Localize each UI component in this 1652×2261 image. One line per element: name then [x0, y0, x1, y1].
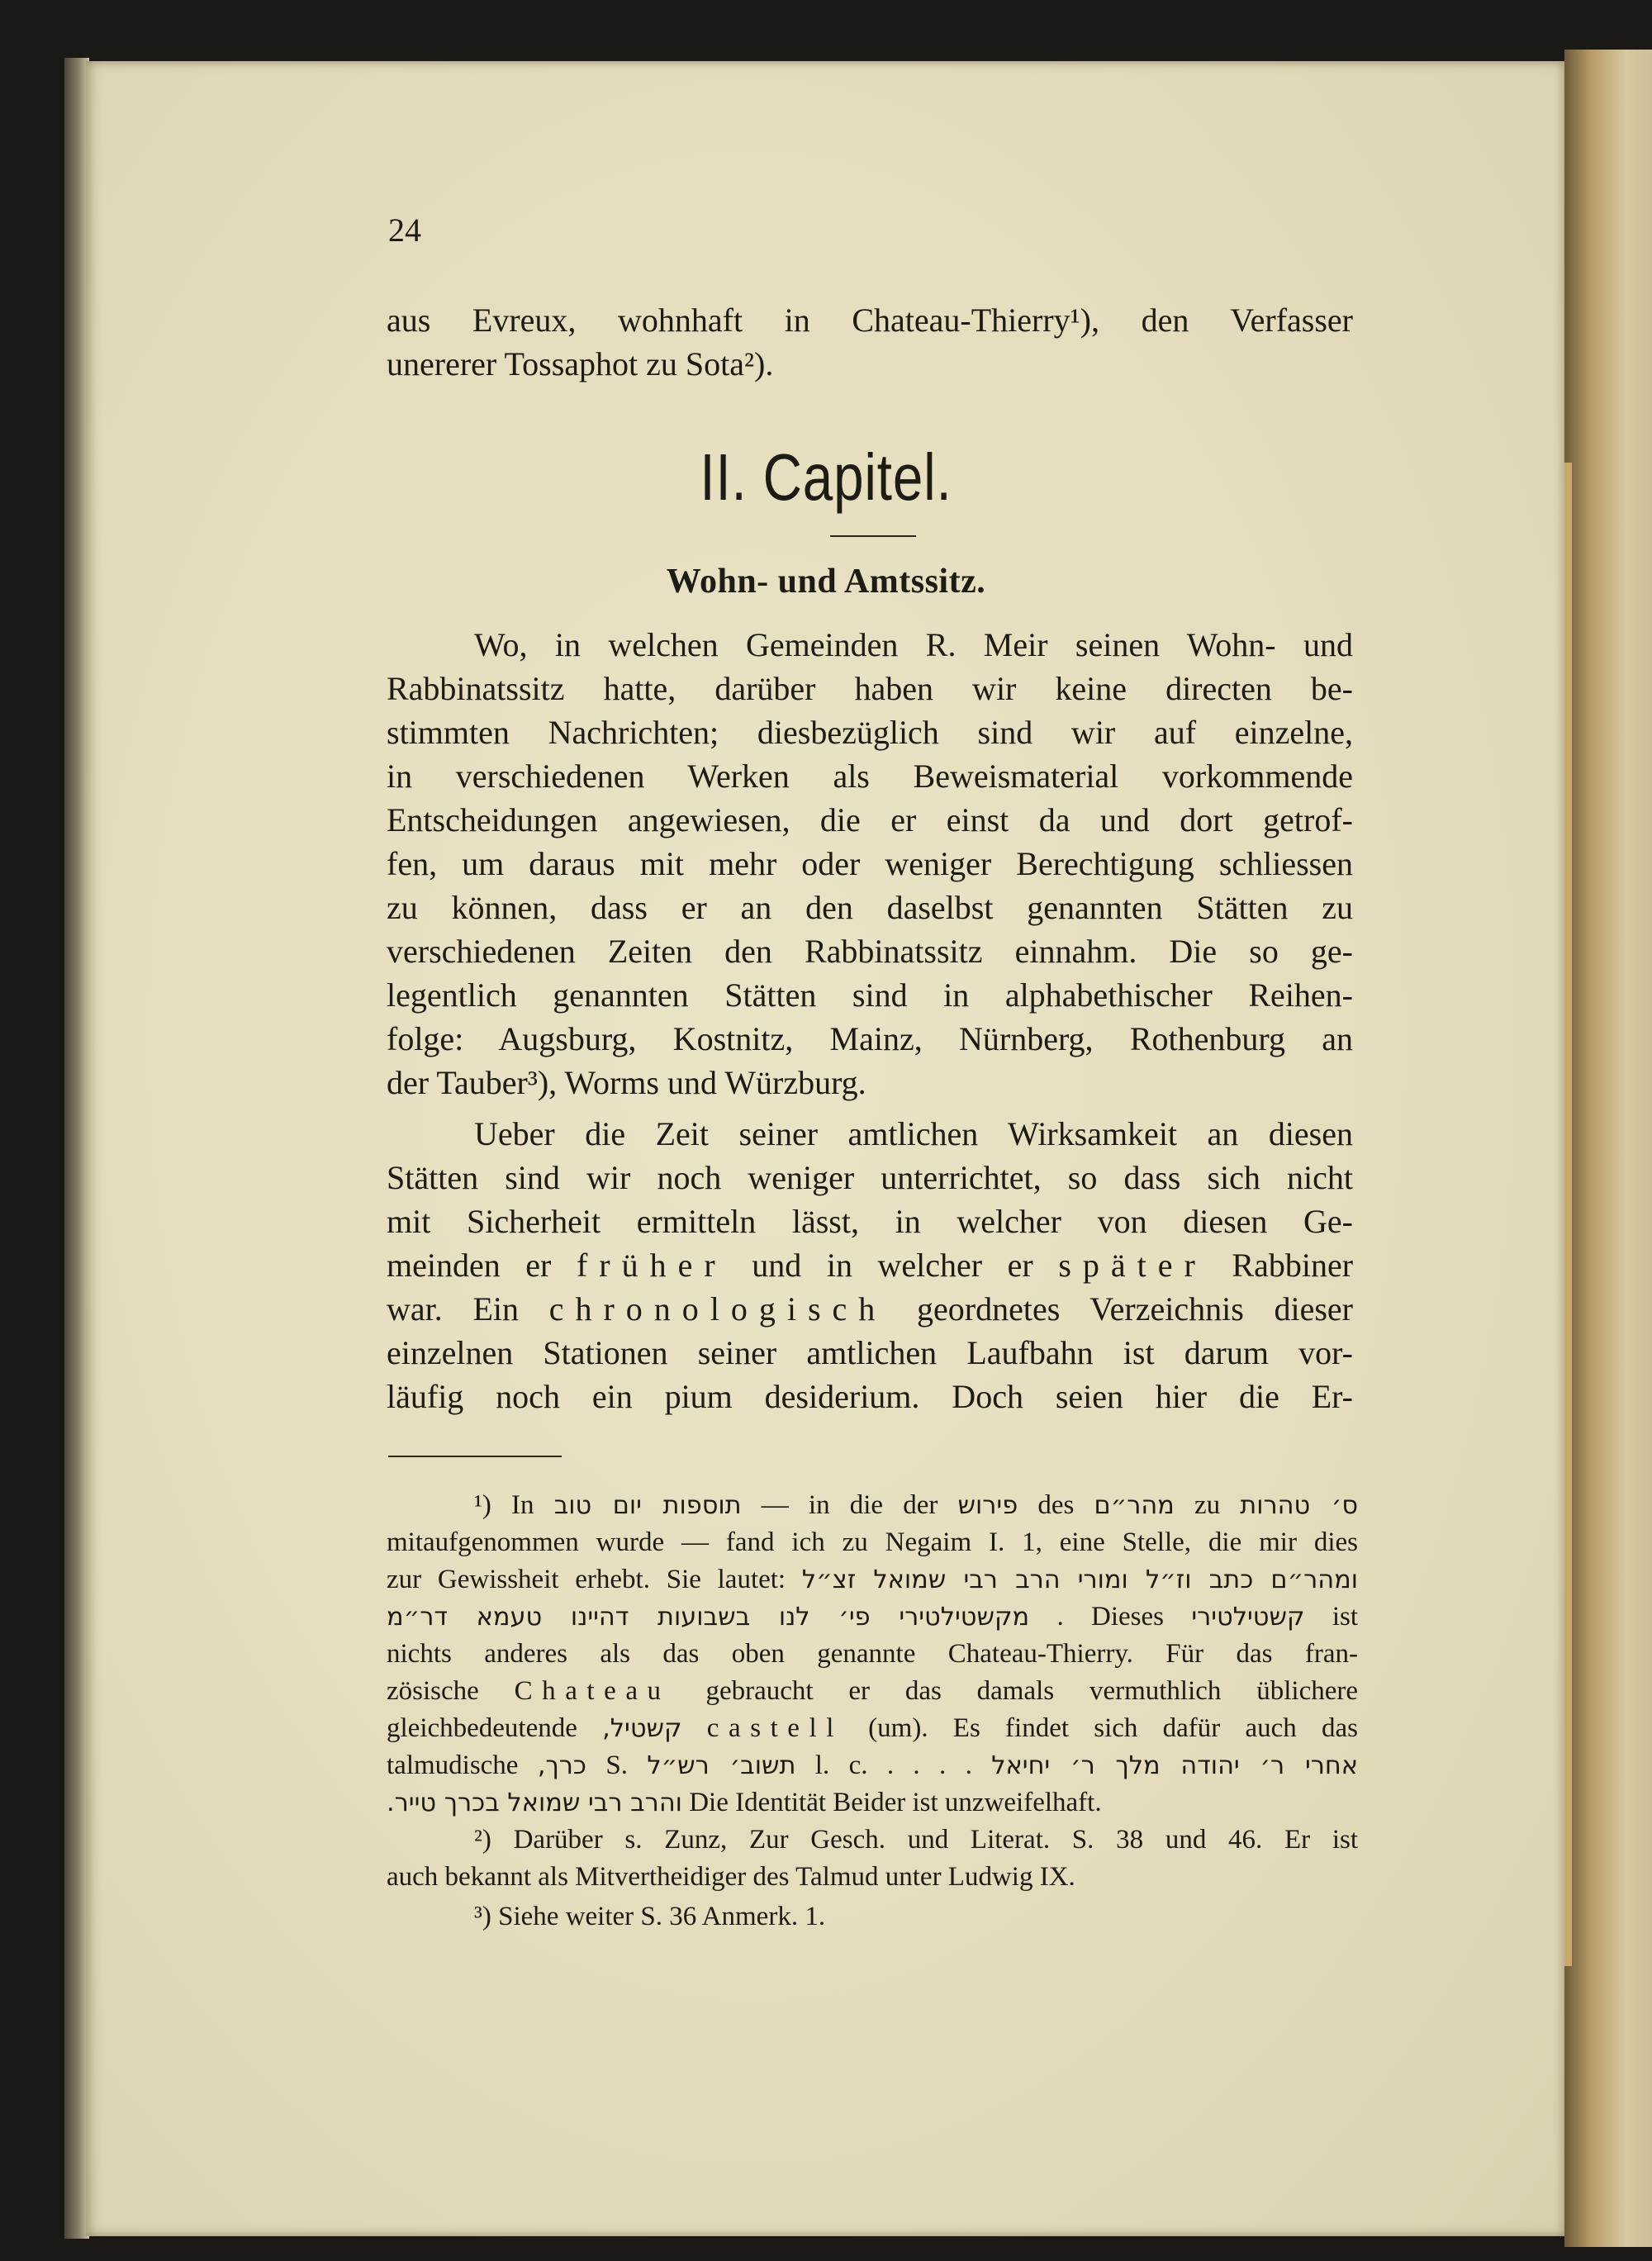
text-span: Die Identität Beider ist unzweifelhaft.: [689, 1788, 1102, 1817]
hebrew-text: אחרי ר׳ יהודה מלך ר׳ יחיאל: [991, 1751, 1359, 1780]
emphasized-word: Chateau: [514, 1676, 671, 1706]
footnote-line: ²) Darüber s. Zunz, Zur Gesch. und Literat. S. 38 und 46. Er ist: [474, 1825, 1358, 1855]
paragraph-line: folge: Augsburg, Kostnitz, Mainz, Nürnberg, Rothenburg an: [387, 1020, 1353, 1057]
text-span: ist: [1332, 1602, 1359, 1632]
hebrew-text: מהר״ם: [1094, 1491, 1175, 1520]
text-span: meinden er: [387, 1247, 552, 1284]
paragraph-line: Entscheidungen angewiesen, die er einst da und dort getrof-: [387, 801, 1353, 838]
intro-line: aus Evreux, wohnhaft in Chateau-Thierry¹), den Verfasser: [387, 302, 1353, 339]
footnote-divider: [388, 1456, 562, 1457]
page-number: 24: [388, 211, 421, 249]
text-span: — in die der: [761, 1490, 938, 1520]
hebrew-text: קשטילטירי: [1191, 1603, 1305, 1632]
text-span: ¹) In: [474, 1490, 534, 1520]
text-span: l. c. . . . .: [814, 1750, 972, 1780]
text-span: gleichbedeutende: [387, 1713, 577, 1743]
paragraph-line: stimmten Nachrichten; diesbezüglich sind wir auf einzelne,: [387, 714, 1353, 751]
text-span: (um). Es findet sich dafür auch das: [868, 1713, 1359, 1743]
hebrew-text: מקשטילטירי פי׳ לנו בשבועות דהיינו טעמא דר״מ: [387, 1603, 1030, 1632]
paragraph-line: [387, 1288, 1353, 1331]
chapter-title: II. Capitel.: [700, 440, 952, 514]
footnote-line: [387, 1784, 1358, 1822]
emphasized-word: castell: [706, 1713, 843, 1743]
paragraph-line: legentlich genannten Stätten sind in alphabethischer Reihen-: [387, 976, 1353, 1014]
footnote-line: auch bekannt als Mitvertheidiger des Talmud unter Ludwig IX.: [387, 1862, 1075, 1892]
text-span: Rabbiner: [1232, 1247, 1354, 1284]
text-span: . Dieses: [1056, 1602, 1165, 1632]
footnote-line: [387, 1561, 1358, 1598]
paragraph-line: [387, 1244, 1353, 1287]
adjacent-page-edge: [1564, 50, 1652, 2247]
footnote-line: mitaufgenommen wurde — fand ich zu Negaim I. 1, eine Stelle, die mir dies: [387, 1527, 1358, 1557]
text-span: talmudische: [387, 1750, 519, 1780]
paragraph-line: Ueber die Zeit seiner amtlichen Wirksamkeit an diesen: [474, 1115, 1353, 1152]
title-divider: [830, 535, 916, 537]
hebrew-text: תשוב׳ רש״ל: [647, 1751, 796, 1780]
text-span: gebraucht er das damals vermuthlich üblichere: [705, 1676, 1358, 1706]
paragraph-line: zu können, dass er an den daselbst genannten Stätten zu: [387, 889, 1353, 926]
hebrew-text: תוספות יום טוב: [553, 1491, 742, 1520]
footnote-line: [387, 1710, 1358, 1747]
text-span: zu: [1194, 1490, 1221, 1520]
paragraph-line: Rabbinatssitz hatte, darüber haben wir keine directen be-: [387, 670, 1353, 707]
text-span: S.: [605, 1750, 628, 1780]
hebrew-text: קשטיל,: [602, 1714, 682, 1743]
footnote-line: [474, 1487, 1358, 1524]
hebrew-text: פירוש: [957, 1491, 1018, 1520]
emphasized-word: später: [1058, 1247, 1207, 1284]
paragraph-line: Wo, in welchen Gemeinden R. Meir seinen Wohn- und: [474, 626, 1353, 663]
text-span: zösische: [387, 1676, 479, 1706]
hebrew-text: כרך,: [537, 1751, 586, 1780]
footnote-line: nichts anderes als das oben genannte Chateau-Thierry. Für das fran-: [387, 1639, 1358, 1669]
text-span: geordnetes Verzeichnis dieser: [917, 1290, 1353, 1328]
intro-line: unererer Tossaphot zu Sota²).: [387, 345, 774, 382]
footnote-line: [387, 1747, 1358, 1784]
paragraph-line: mit Sicherheit ermitteln lässt, in welcher von diesen Ge-: [387, 1203, 1353, 1240]
emphasized-word: früher: [576, 1247, 727, 1284]
section-title: Wohn- und Amtssitz.: [666, 563, 986, 601]
paragraph-line: läufig noch ein pium desiderium. Doch seien hier die Er-: [387, 1378, 1353, 1415]
paragraph-line: fen, um daraus mit mehr oder weniger Berechtigung schliessen: [387, 845, 1353, 882]
paragraph-line: Stätten sind wir noch weniger unterrichtet, so dass sich nicht: [387, 1159, 1353, 1196]
emphasized-word: chronologisch: [548, 1290, 887, 1328]
text-span: und in welcher er: [752, 1247, 1033, 1284]
text-span: des: [1037, 1490, 1075, 1520]
hebrew-text: ס׳ טהרות: [1240, 1491, 1359, 1520]
footnote-line: ³) Siehe weiter S. 36 Anmerk. 1.: [474, 1902, 826, 1931]
footnote-line: [387, 1598, 1358, 1636]
paragraph-line: einzelnen Stationen seiner amtlichen Laufbahn ist darum vor-: [387, 1334, 1353, 1371]
hebrew-text: והרב רבי שמואל בכרך טייר.: [387, 1788, 682, 1817]
paragraph-line: in verschiedenen Werken als Beweismaterial vorkommende: [387, 758, 1353, 795]
text-span: zur Gewissheit erhebt. Sie lautet:: [387, 1565, 786, 1594]
text-span: war. Ein: [387, 1290, 519, 1328]
paragraph-line: verschiedenen Zeiten den Rabbinatssitz einnahm. Die so ge-: [387, 933, 1353, 970]
footnote-line: [387, 1673, 1358, 1710]
hebrew-text: ומהר״ם כתב וז״ל ומורי הרב רבי שמואל זצ״ל: [801, 1565, 1358, 1594]
paragraph-line: der Tauber³), Worms und Würzburg.: [387, 1064, 866, 1101]
